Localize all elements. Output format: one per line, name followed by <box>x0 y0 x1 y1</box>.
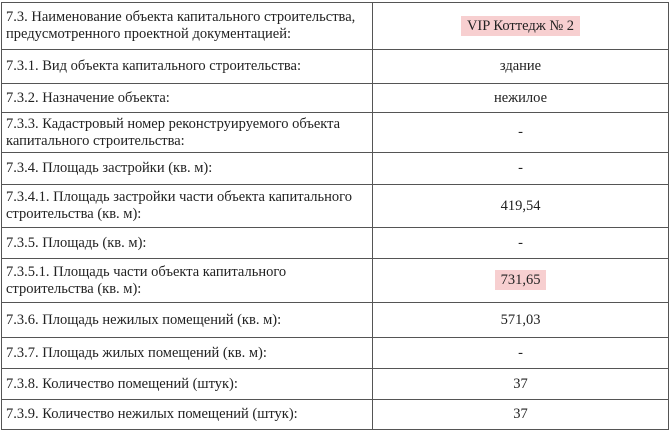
row-label: 7.3.3. Кадастровый номер реконструируемого объекта капитального строительства: <box>2 113 373 153</box>
row-value-cell <box>373 369 669 400</box>
row-value: здание <box>499 58 542 74</box>
row-label: 7.3.4.1. Площадь застройки части объекта капитального строительства (кв. м): <box>2 185 373 228</box>
row-label: 7.3.7. Площадь жилых помещений (кв. м): <box>2 338 373 369</box>
table-row <box>2 3 669 50</box>
row-value-cell <box>373 3 669 50</box>
table-row <box>2 185 669 228</box>
table-row <box>2 84 669 113</box>
row-value: - <box>518 160 523 176</box>
row-value: 37 <box>513 406 528 422</box>
row-value-cell <box>373 259 669 303</box>
row-value-cell <box>373 50 669 84</box>
row-value-cell <box>373 113 669 153</box>
table-row <box>2 303 669 338</box>
row-value: - <box>518 234 523 251</box>
row-value: 37 <box>513 375 528 392</box>
row-label: 7.3.4. Площадь застройки (кв. м): <box>2 153 373 185</box>
row-value-cell <box>373 185 669 228</box>
highlighted-value: 731,65 <box>495 270 547 290</box>
object-characteristics-table <box>1 2 669 430</box>
row-value-cell <box>373 84 669 113</box>
row-value-cell <box>373 400 669 430</box>
table-row <box>2 228 669 259</box>
row-value: 419,54 <box>500 197 541 214</box>
table-row <box>2 400 669 430</box>
row-value: нежилое <box>493 89 548 106</box>
row-value-cell <box>373 153 669 185</box>
table-row <box>2 113 669 153</box>
row-label: 7.3.2. Назначение объекта: <box>2 84 373 113</box>
row-label: 7.3.8. Количество помещений (штук): <box>2 369 373 400</box>
row-value-cell <box>373 228 669 259</box>
row-value: - <box>518 344 523 361</box>
row-label: 7.3.6. Площадь нежилых помещений (кв. м): <box>2 303 373 338</box>
row-value-cell <box>373 303 669 338</box>
row-label: 7.3.9. Количество нежилых помещений (штук): <box>2 400 373 430</box>
row-label: 7.3.5.1. Площадь части объекта капитального строительства (кв. м): <box>2 259 373 303</box>
table-row <box>2 153 669 185</box>
highlighted-value: VIP Коттедж № 2 <box>461 16 580 36</box>
row-label: 7.3. Наименование объекта капитального строительства, предусмотренного проектной документацией: <box>2 3 373 50</box>
row-value-cell <box>373 338 669 369</box>
table-row <box>2 259 669 303</box>
row-value: - <box>518 124 523 140</box>
row-label: 7.3.5. Площадь (кв. м): <box>2 228 373 259</box>
table-row <box>2 50 669 84</box>
row-value: 571,03 <box>500 311 541 328</box>
table-row <box>2 369 669 400</box>
row-label: 7.3.1. Вид объекта капитального строительства: <box>2 50 373 84</box>
table-row <box>2 338 669 369</box>
